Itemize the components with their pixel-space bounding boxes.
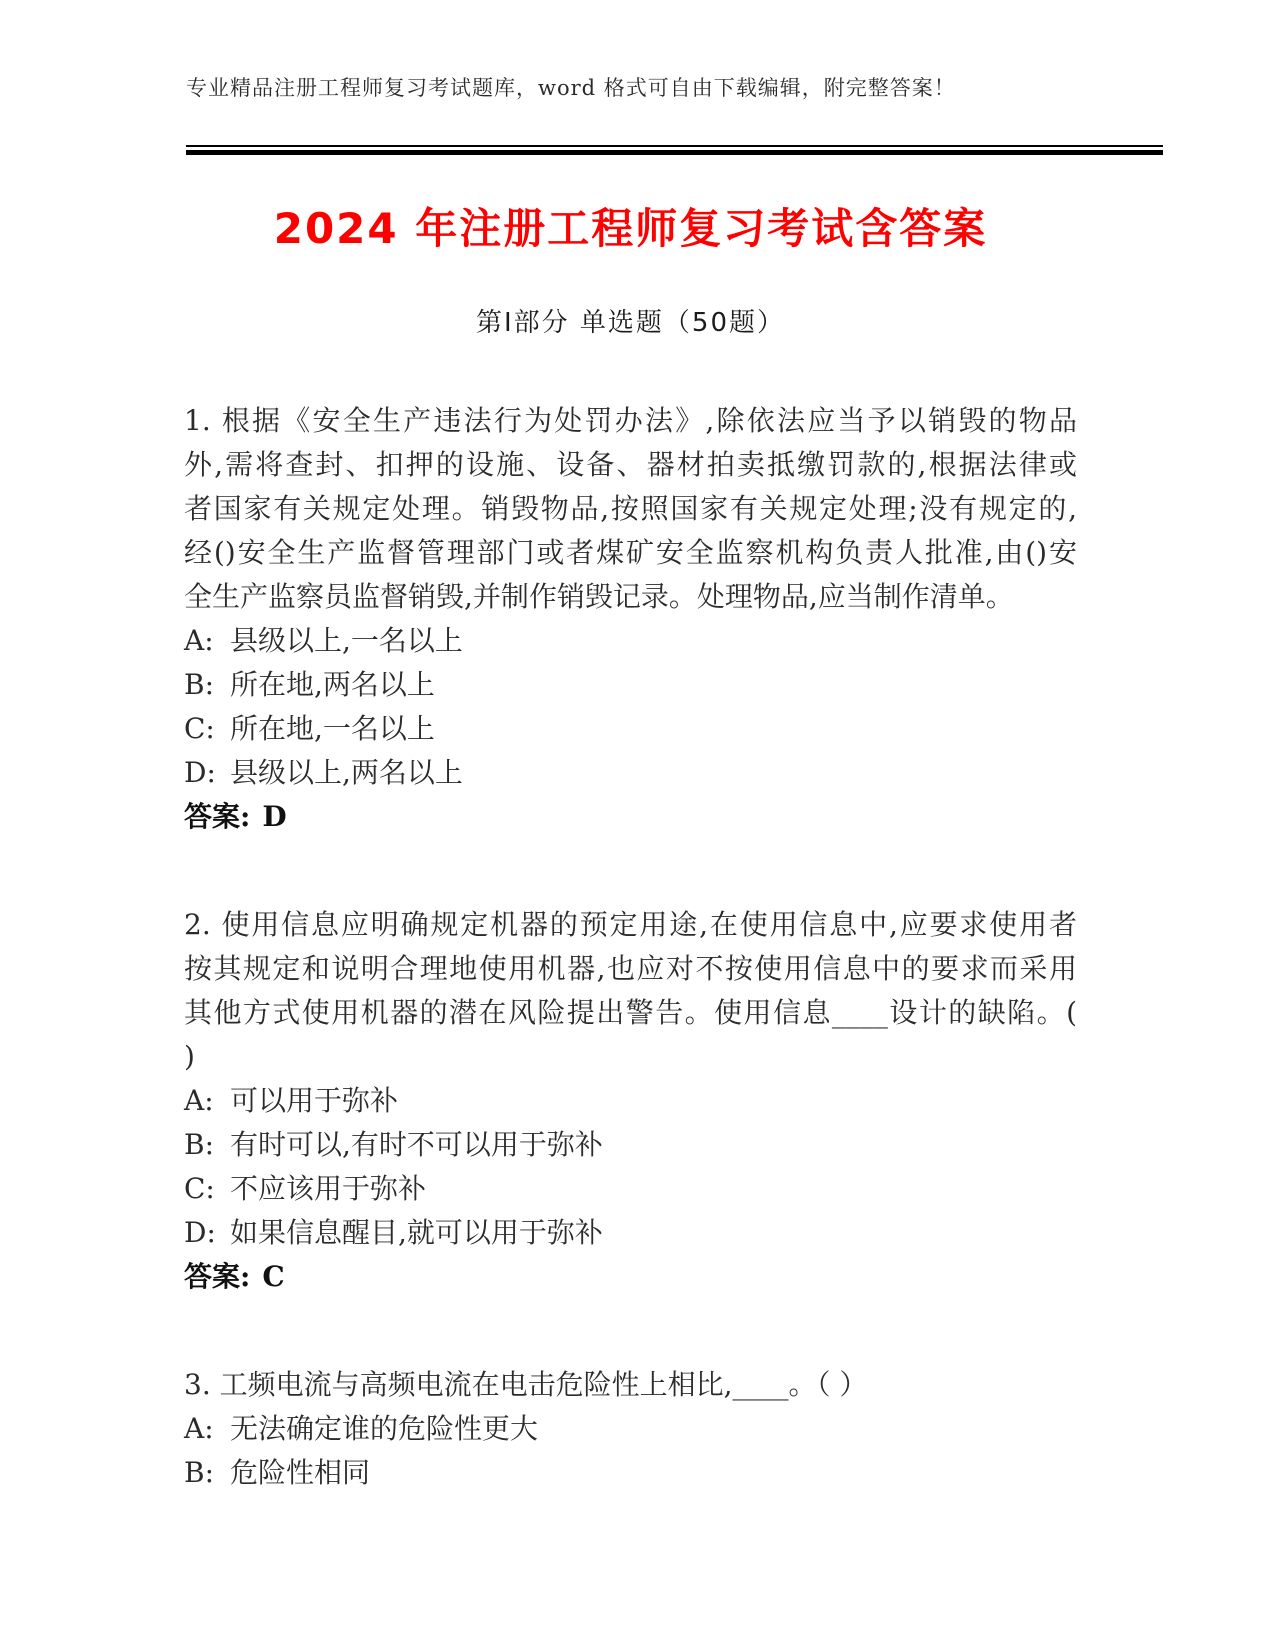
option-label: B: [184,668,215,701]
question-2 [184,903,1077,1299]
section-heading: 第Ⅰ部分 单选题（50题） [475,308,786,338]
option-text: 如果信息醒目,就可以用于弥补 [230,1216,603,1249]
page-title: 2024 年注册工程师复习考试含答案 [273,204,988,253]
option-text: 危险性相同 [230,1456,371,1489]
option-text: 县级以上,一名以上 [230,624,463,657]
option-text: 所在地,一名以上 [230,712,435,745]
option-row-d [184,751,1077,795]
option-text: 所在地,两名以上 [230,668,435,701]
option-text: 可以用于弥补 [230,1084,399,1117]
question-text-line: 经()安全生产监督管理部门或者煤矿安全监察机构负责人批准,由()安 [184,536,1077,569]
header-divider-line [186,145,1163,155]
answer-value: C [262,1260,285,1293]
question-text-line: 者国家有关规定处理。销毁物品,按照国家有关规定处理;没有规定的, [184,492,1077,525]
option-text: 有时可以,有时不可以用于弥补 [230,1128,603,1161]
question-3 [184,1363,1077,1495]
option-label: A: [184,624,214,657]
option-label: A: [184,1084,214,1117]
option-label: A: [184,1412,214,1445]
question-text-line: 全生产监察员监督销毁,并制作销毁记录。处理物品,应当制作清单。 [184,580,1014,613]
option-label: C: [184,712,215,745]
option-label: B: [184,1456,215,1489]
option-row-d [184,1211,1077,1255]
question-text-line: 2. 使用信息应明确规定机器的预定用途,在使用信息中,应要求使用者 [184,908,1077,941]
document-body [184,203,1077,1495]
question-text-line: 3. 工频电流与高频电流在电击危险性上相比,____。（ ） [184,1368,868,1401]
option-row-a [184,1407,1077,1451]
option-row-c [184,1167,1077,1211]
option-text: 县级以上,两名以上 [230,756,463,789]
option-label: C: [184,1172,215,1205]
question-text-line: 其他方式使用机器的潜在风险提出警告。使用信息____设计的缺陷。( [184,996,1077,1029]
option-label: D: [184,1216,216,1249]
option-text: 无法确定谁的危险性更大 [230,1412,539,1445]
answer-line [184,795,1077,839]
answer-value: D [262,800,287,833]
question-1 [184,399,1077,839]
header-note: 专业精品注册工程师复习考试题库，word 格式可自由下载编辑，附完整答案！ [186,76,956,100]
option-row-a [184,1079,1077,1123]
question-text-line: 外,需将查封、扣押的设施、设备、器材拍卖抵缴罚款的,根据法律或 [184,448,1077,481]
question-text-line: 按其规定和说明合理地使用机器,也应对不按使用信息中的要求而采用 [184,952,1077,985]
option-row-b [184,663,1077,707]
option-row-b [184,1123,1077,1167]
option-text: 不应该用于弥补 [230,1172,427,1205]
answer-line [184,1255,1077,1299]
option-label: B: [184,1128,215,1161]
option-row-c [184,707,1077,751]
question-text-line: ) [184,1040,195,1073]
answer-label: 答案: [184,1260,251,1293]
question-text-line: 1. 根据《安全生产违法行为处罚办法》,除依法应当予以销毁的物品 [184,404,1077,437]
option-row-a [184,619,1077,663]
option-row-b [184,1451,1077,1495]
option-label: D: [184,756,216,789]
answer-label: 答案: [184,800,251,833]
